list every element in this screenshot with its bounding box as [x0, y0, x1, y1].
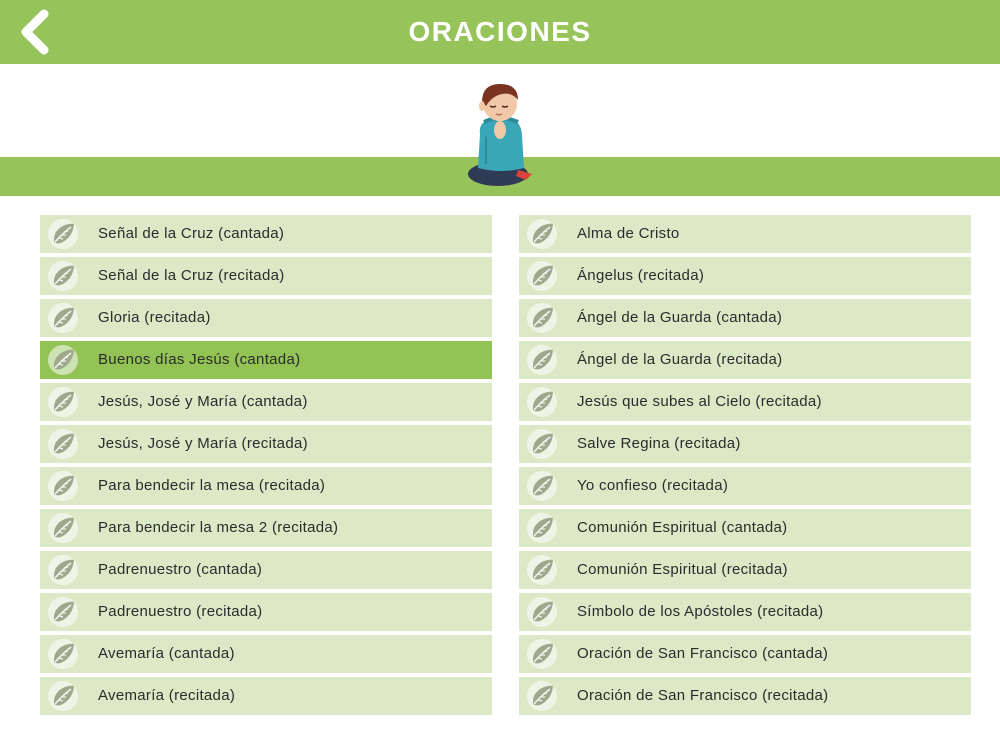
- prayer-item-label: Oración de San Francisco (recitada): [577, 687, 829, 704]
- leaf-icon: [526, 428, 558, 460]
- prayer-item-label: Señal de la Cruz (recitada): [98, 267, 285, 284]
- leaf-icon: [47, 218, 79, 250]
- leaf-icon: [526, 512, 558, 544]
- prayer-item[interactable]: [519, 299, 971, 337]
- prayer-item[interactable]: [40, 467, 492, 505]
- leaf-icon: [526, 470, 558, 502]
- prayer-item-label: Oración de San Francisco (cantada): [577, 645, 829, 662]
- leaf-icon: [47, 344, 79, 376]
- prayer-item[interactable]: [519, 425, 971, 463]
- leaf-icon: [47, 260, 79, 292]
- prayer-item-label: Ángel de la Guarda (cantada): [577, 309, 783, 326]
- leaf-icon: [526, 638, 558, 670]
- prayer-item[interactable]: [519, 257, 971, 295]
- prayer-item-label: Comunión Espiritual (recitada): [577, 561, 788, 578]
- leaf-icon: [47, 638, 79, 670]
- leaf-icon: [47, 302, 79, 334]
- prayer-item[interactable]: [519, 593, 971, 631]
- prayer-item-label: Yo confieso (recitada): [577, 477, 729, 494]
- prayer-item[interactable]: [40, 509, 492, 547]
- prayer-item[interactable]: [519, 215, 971, 253]
- prayer-item-label: Padrenuestro (recitada): [98, 603, 263, 620]
- leaf-icon: [47, 428, 79, 460]
- leaf-icon: [526, 260, 558, 292]
- prayer-item[interactable]: [40, 677, 492, 715]
- prayer-item[interactable]: [40, 383, 492, 421]
- leaf-icon: [47, 386, 79, 418]
- prayer-item-label: Jesús, José y María (recitada): [98, 435, 308, 452]
- prayer-item-label: Símbolo de los Apóstoles (recitada): [577, 603, 824, 620]
- leaf-icon: [526, 554, 558, 586]
- leaf-icon: [526, 596, 558, 628]
- leaf-icon: [47, 512, 79, 544]
- prayer-item[interactable]: [519, 341, 971, 379]
- prayer-item[interactable]: [40, 257, 492, 295]
- prayer-item-label: Señal de la Cruz (cantada): [98, 225, 285, 242]
- prayer-item[interactable]: [519, 677, 971, 715]
- leaf-icon: [526, 302, 558, 334]
- prayer-item[interactable]: [40, 551, 492, 589]
- leaf-icon: [526, 218, 558, 250]
- prayer-list-left: [40, 215, 492, 719]
- prayer-item-label: Avemaría (cantada): [98, 645, 235, 662]
- prayer-item-label: Jesús, José y María (cantada): [98, 393, 308, 410]
- leaf-icon: [526, 344, 558, 376]
- prayer-item-label: Salve Regina (recitada): [577, 435, 741, 452]
- header-bar: [0, 0, 1000, 64]
- leaf-icon: [47, 680, 79, 712]
- prayer-item-label: Jesús que subes al Cielo (recitada): [577, 393, 822, 410]
- prayer-item-label: Gloria (recitada): [98, 309, 211, 326]
- prayer-item[interactable]: [40, 635, 492, 673]
- prayer-item-label: Ángel de la Guarda (recitada): [577, 351, 783, 368]
- prayer-item[interactable]: [40, 299, 492, 337]
- prayer-item-label: Ángelus (recitada): [577, 267, 705, 284]
- prayer-item[interactable]: [519, 551, 971, 589]
- prayer-item-label: Avemaría (recitada): [98, 687, 236, 704]
- prayer-item[interactable]: [40, 341, 492, 379]
- prayer-item[interactable]: [519, 383, 971, 421]
- prayer-item[interactable]: [40, 425, 492, 463]
- leaf-icon: [47, 554, 79, 586]
- prayer-item[interactable]: [519, 467, 971, 505]
- prayer-item[interactable]: [40, 215, 492, 253]
- prayer-item-label: Buenos días Jesús (cantada): [98, 351, 301, 368]
- prayer-item-label: Comunión Espiritual (cantada): [577, 519, 788, 536]
- prayer-item[interactable]: [519, 635, 971, 673]
- praying-child-illustration: [462, 78, 540, 190]
- prayer-item-label: Para bendecir la mesa (recitada): [98, 477, 326, 494]
- prayer-item[interactable]: [519, 509, 971, 547]
- prayer-item-label: Alma de Cristo: [577, 225, 680, 242]
- leaf-icon: [47, 470, 79, 502]
- prayer-list-right: [519, 215, 971, 719]
- leaf-icon: [526, 386, 558, 418]
- leaf-icon: [526, 680, 558, 712]
- leaf-icon: [47, 596, 79, 628]
- page-title: ORACIONES: [408, 16, 592, 47]
- prayer-item-label: Para bendecir la mesa 2 (recitada): [98, 519, 339, 536]
- prayer-item[interactable]: [40, 593, 492, 631]
- prayer-item-label: Padrenuestro (cantada): [98, 561, 263, 578]
